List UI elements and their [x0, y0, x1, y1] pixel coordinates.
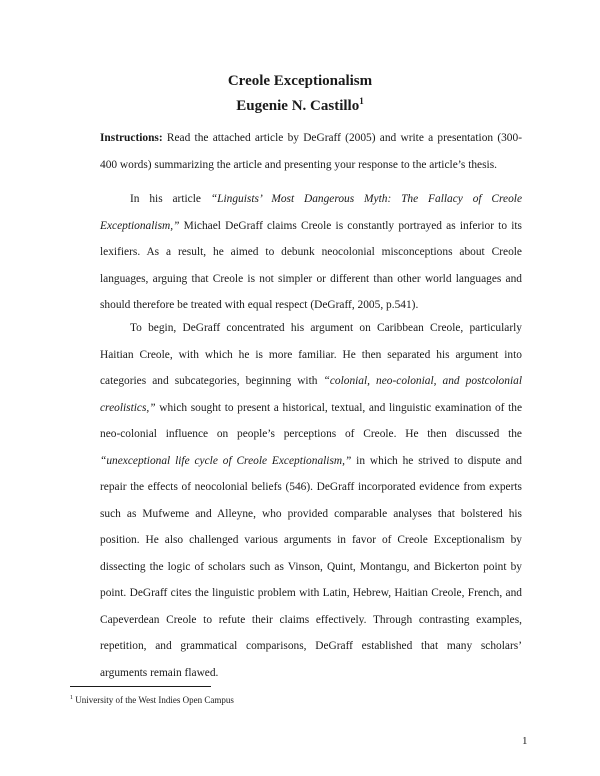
author-name: Eugenie N. Castillo	[236, 98, 360, 114]
footnote-divider	[70, 686, 211, 687]
footnote	[70, 692, 234, 706]
paragraph-1-segment: In his article	[130, 193, 211, 205]
instructions-paragraph	[100, 125, 522, 178]
body-paragraph-1	[100, 186, 522, 319]
quoted-phrase: “colonial, neo-colonial, and postcolonial creolistics,”	[100, 375, 522, 414]
document-author	[0, 91, 600, 116]
page-number: 1	[522, 735, 528, 747]
article-title-citation: “Linguists’ Most Dangerous Myth: The Fallacy of Creole Exceptionalism,”	[100, 193, 522, 232]
paragraph-2-segment: To begin, DeGraff concentrated his argument on Caribbean Creole, particularly Haitian Creole, with which he is more familiar. He then separated his argument into categories and subcategories, beginning with	[100, 322, 522, 387]
body-paragraph-2	[100, 315, 522, 686]
footnote-mark: 1	[70, 695, 73, 701]
paragraph-1-segment: Michael DeGraff claims Creole is constantly portrayed as inferior to its lexifiers. As a result, he aimed to debunk neocolonial misconceptions about Creole languages, arguing that Creole is not simpler or different than other world languages and should therefore be treated with equal respect (DeGraff, 2005, p.541).	[100, 219, 522, 311]
document-title: Creole Exceptionalism	[227, 73, 373, 89]
author-footnote-mark: 1	[359, 96, 364, 106]
instructions-text: Read the attached article by DeGraff (2005) and write a presentation (300-400 words) summarizing the article and presenting your response to the article’s thesis.	[100, 132, 522, 171]
quoted-phrase: “unexceptional life cycle of Creole Exceptionalism,”	[100, 454, 352, 467]
paragraph-2-segment: in which he strived to dispute and repair the effects of neocolonial beliefs (546). DeGraff incorporated evidence from experts such as Mufweme and Alleyne, who provided comparable analyses that bolstered his position. He also challenged various arguments in favor of Creole Exceptionalism by dissecting the logic of scholars such as Vinson, Quint, Montangu, and Bickerton point by point. DeGraff cites the linguistic problem with Latin, Hebrew, Haitian Creole, French, and Capeverdean Creole to refute their claims effectively. Through contrasting examples, repetition, and grammatical comparisons, DeGraff established that many scholars’ arguments remain flawed.	[100, 454, 522, 679]
paragraph-2-segment: which sought to present a historical, textual, and linguistic examination of the neo-colonial influence on people’s perceptions of Creole. He then discussed the	[100, 401, 522, 440]
footnote-text: University of the West Indies Open Campus	[75, 695, 234, 705]
instructions-label: Instructions:	[100, 132, 163, 144]
